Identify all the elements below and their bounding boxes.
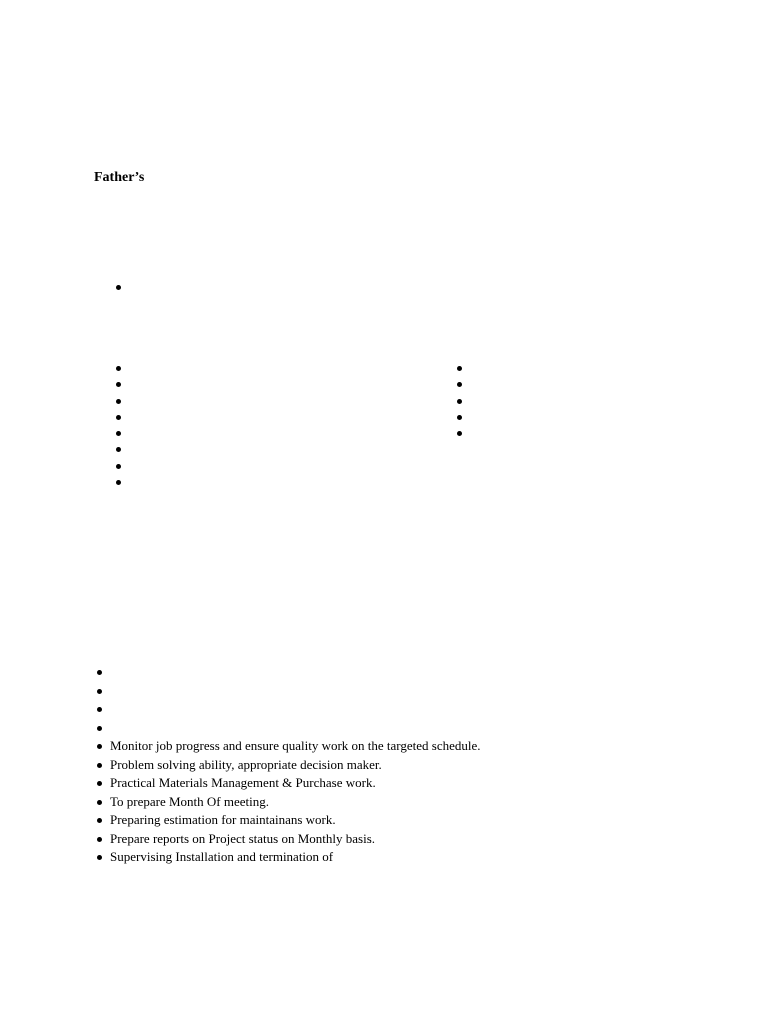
list-item-text: Problem solving ability, appropriate decision maker. bbox=[110, 756, 382, 772]
list-item-text: Prepare reports on Project status on Monthly basis. bbox=[110, 830, 376, 846]
fathers-heading: Father’s bbox=[94, 170, 145, 185]
list-item-text: Supervising Installation and termination of bbox=[110, 849, 334, 864]
list-item-text: Practical Materials Management & Purchase work. bbox=[110, 775, 376, 790]
bullet-icon bbox=[97, 744, 102, 749]
bullet-icon bbox=[97, 726, 102, 731]
bullet-icon bbox=[116, 366, 121, 371]
bullet-icon bbox=[97, 818, 102, 823]
bullet-icon bbox=[116, 382, 121, 387]
bullet-icon bbox=[457, 366, 462, 371]
list-item-text: Preparing estimation for maintainans work. bbox=[110, 812, 336, 827]
bullet-icon bbox=[457, 431, 462, 436]
bullet-icon bbox=[457, 415, 462, 420]
bullet-icon bbox=[457, 399, 462, 404]
bullet-icon bbox=[116, 431, 121, 436]
bullet-icon bbox=[116, 464, 121, 469]
list-item-text: Monitor job progress and ensure quality work on the targeted schedule. bbox=[110, 738, 481, 753]
bullet-icon bbox=[97, 800, 102, 805]
bullet-icon bbox=[97, 855, 102, 860]
list-item-text: To prepare Month Of meeting. bbox=[110, 793, 270, 809]
bullet-icon bbox=[116, 480, 121, 485]
bullet-icon bbox=[116, 415, 121, 420]
bullet-icon bbox=[97, 763, 102, 768]
bullet-icon bbox=[97, 689, 102, 694]
bullet-icon bbox=[116, 399, 121, 404]
bullet-icon bbox=[116, 447, 121, 452]
bullet-icon bbox=[97, 707, 102, 712]
bullet-icon bbox=[457, 382, 462, 387]
bullet-icon bbox=[116, 285, 121, 290]
bullet-icon bbox=[97, 781, 102, 786]
bullet-icon bbox=[97, 837, 102, 842]
bullet-icon bbox=[97, 670, 102, 675]
